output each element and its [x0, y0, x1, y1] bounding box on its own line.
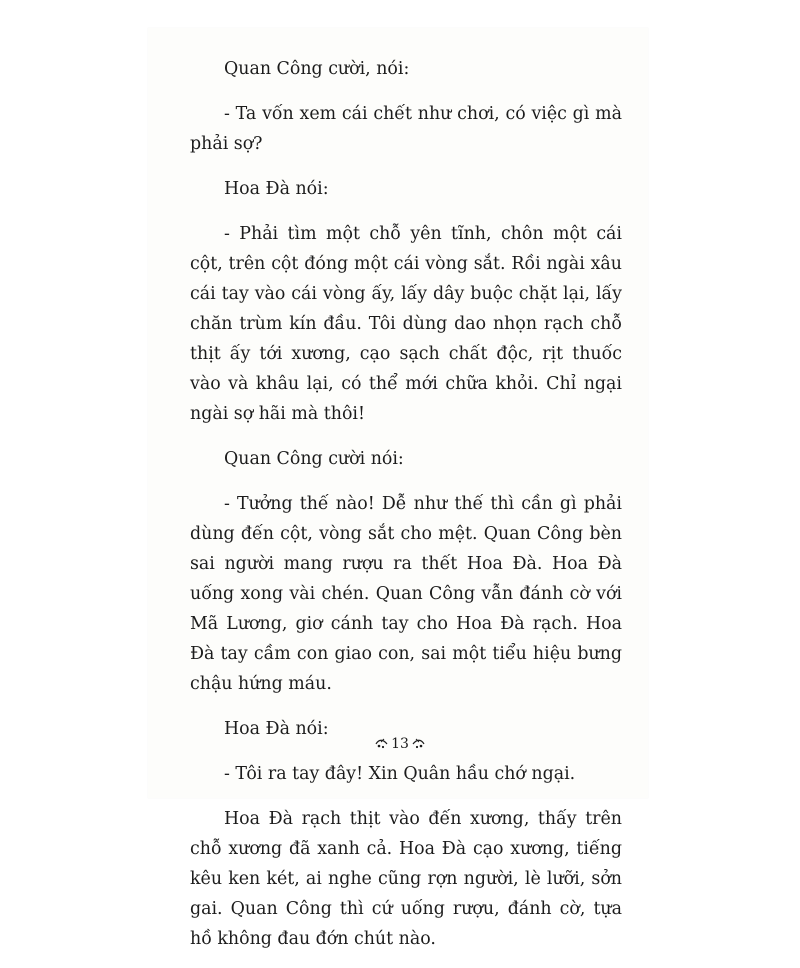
page-number: 13 — [391, 736, 409, 752]
paragraph: Hoa Đà rạch thịt vào đến xương, thấy trên chỗ xương đã xanh cả. Hoa Đà cạo xương, tiếng kêu ken két, ai nghe cũng rợn người, lè lưỡi, sởn gai. Quan Công thì cứ uống rượu, đánh cờ, tựa hồ không đau đớn chút nào. — [190, 809, 622, 949]
floral-ornament-icon — [375, 737, 389, 751]
floral-ornament-icon — [411, 737, 425, 751]
paragraph: - Tưởng thế nào! Dễ như thế thì cần gì phải dùng đến cột, vòng sắt cho mệt. Quan Công bèn sai người mang rượu ra thết Hoa Đà. Hoa Đà uống xong vài chén. Quan Công vẫn đánh cờ với Mã Lương, giơ cánh tay cho Hoa Đà rạch. Hoa Đà tay cầm con giao con, sai một tiểu hiệu bưng chậu hứng máu. — [190, 494, 622, 694]
paragraph: Quan Công cười nói: — [224, 449, 404, 469]
paragraph: - Ta vốn xem cái chết như chơi, có việc gì mà phải sợ? — [190, 104, 622, 154]
paragraph: Hoa Đà nói: — [224, 179, 329, 199]
page-number-footer — [370, 736, 430, 752]
paragraph: Quan Công cười, nói: — [224, 59, 410, 79]
paragraph: Hoa Đà nói: — [224, 719, 329, 739]
body-text — [190, 54, 622, 968]
paragraph: - Tôi ra tay đây! Xin Quân hầu chớ ngại. — [224, 764, 576, 784]
paragraph: - Phải tìm một chỗ yên tĩnh, chôn một cái cột, trên cột đóng một cái vòng sắt. Rồi ngài xâu cái tay vào cái vòng ấy, lấy dây buộc chặt lại, lấy chăn trùm kín đầu. Tôi dùng dao nhọn rạch chỗ thịt ấy tới xương, cạo sạch chất độc, rịt thuốc vào và khâu lại, có thể mới chữa khỏi. Chỉ ngại ngài sợ hãi mà thôi! — [190, 224, 622, 424]
